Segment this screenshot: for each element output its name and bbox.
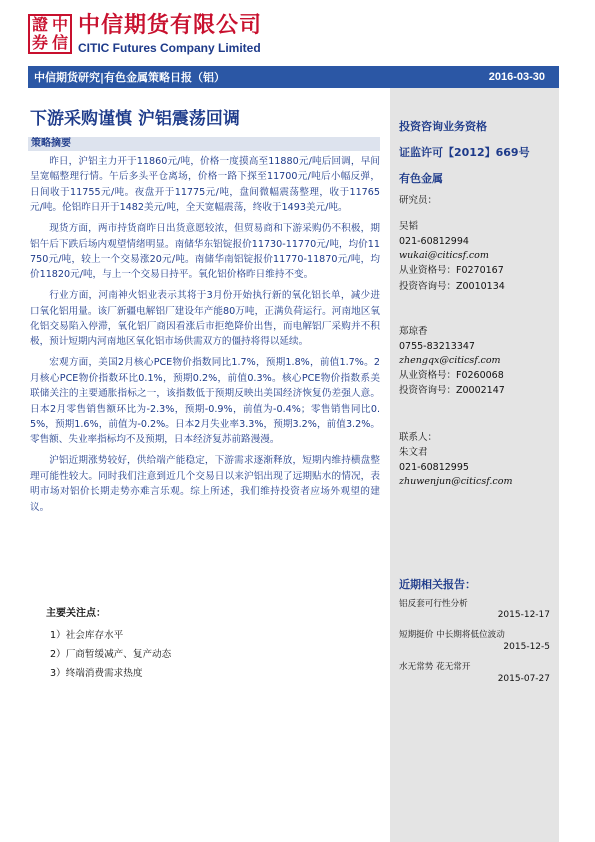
summary-label: 策略摘要 — [28, 137, 380, 151]
logo-char: 證 — [31, 15, 48, 34]
report-date: 2016-03-30 — [488, 71, 545, 83]
sector-label: 有色金属 — [399, 172, 443, 185]
analyst-phone: 021-60812994 — [399, 236, 469, 247]
report-link[interactable]: 短期挺价 中长期将低位波动 — [399, 630, 505, 640]
logo-char: 中 — [51, 15, 68, 34]
report-series: 中信期货研究|有色金属策略日报（铝） — [34, 71, 226, 84]
qualification-title: 投资咨询业务资格 — [399, 120, 487, 133]
logo-char: 券 — [31, 33, 48, 52]
analyst-name: 郑琼香 — [399, 326, 428, 337]
analyst-cert: 从业资格号：F0260068 — [399, 370, 504, 381]
paragraph-outlook: 沪铝近期涨势较好，供给端产能稳定，下游需求逐渐释放，短期内维持横盘整理可能性较大。同时我们注意到近几个交易日以来沪铝出现了远期贴水的情况，表明市场对铝价长期走势亦难言乐观。综上所述，我们维持投资者应场外观望的建议。 — [30, 455, 380, 513]
report-link[interactable]: 水无常势 花无常开 — [399, 662, 471, 672]
contact-name: 朱文君 — [399, 447, 428, 458]
analyst-cert: 从业资格号：F0270167 — [399, 265, 504, 276]
researcher-label: 研究员： — [399, 195, 438, 206]
company-name-cn: 中信期货有限公司 — [78, 13, 263, 38]
analyst-consult: 投资咨询号：Z0010134 — [399, 281, 505, 292]
analyst-phone: 0755-83213347 — [399, 341, 475, 352]
focus-item: 3）终端消费需求热度 — [50, 668, 143, 679]
paragraph-market: 昨日，沪铝主力开于11860元/吨，价格一度摸高至11880元/吨后回调，早间呈宽幅整理行情。午后多头平仓离场，价格一路下探至11700元/吨后小幅反弹，日间收于11755元/吨。夜盘开于11775元/吨，盘间微幅震荡整理，收于11765元/吨。伦铝昨日开于1482美元/吨，全天宽幅震荡，终收于1493美元/吨。 — [30, 156, 380, 214]
report-title: 下游采购谨慎 沪铝震荡回调 — [30, 109, 240, 129]
company-logo — [28, 14, 72, 54]
logo-char: 信 — [51, 33, 68, 52]
contact-phone: 021-60812995 — [399, 462, 469, 473]
company-name-en: CITIC Futures Company Limited — [78, 41, 261, 55]
paragraph-macro: 宏观方面，美国2月核心PCE物价指数同比1.7%，预期1.8%，前值1.7%。2月核心PCE物价指数环比0.1%，预期0.2%，前值0.3%。核心PCE物价指数系美联储关注的主要通胀指标之一，该指数低于预期反映出美国经济恢复仍差强人意。日本2月零售销售额环比为-2.3%，预期-0.9%，前值为-0.4%；零售销售同比0.5%，预期1.6%，前值为-0.2%。日本2月失业率3.3%，预期3.2%，前值3.2%。零售额、失业率指标均不及预期，日本经济复苏前路漫漫。 — [30, 357, 380, 446]
analyst-email[interactable]: zhengqx@citicsf.com — [399, 355, 501, 366]
analyst-name: 吴韬 — [399, 221, 419, 232]
license-number: 证监许可【2012】669号 — [399, 146, 530, 159]
report-date: 2015-07-27 — [497, 674, 550, 684]
focus-title: 主要关注点： — [46, 608, 106, 619]
focus-item: 1）社会库存水平 — [50, 630, 124, 641]
report-date: 2015-12-17 — [497, 610, 550, 620]
paragraph-industry: 行业方面，河南神火铝业表示其将于3月份开始执行新的氧化铝长单，减少进口氧化铝用量。该厂新疆电解铝厂建设年产能80万吨，正满负荷运行。河南地区氧化铝交易陷入停滞，氧化铝厂商因看涨后市拒绝降价出售，而电解铝厂采购并不积极，预计短期内河南地区氧化铝市场供需双方的僵持将得以延续。 — [30, 290, 380, 348]
report-link[interactable]: 铝反套可行性分析 — [399, 599, 468, 609]
contact-label: 联系人： — [399, 432, 438, 443]
focus-item: 2）厂商暂缓减产、复产动态 — [50, 649, 172, 660]
report-date: 2015-12-5 — [503, 642, 550, 652]
sidebar — [390, 88, 559, 842]
analyst-consult: 投资咨询号：Z0002147 — [399, 385, 505, 396]
report-header-bar — [28, 66, 559, 88]
report-body — [30, 154, 380, 520]
recent-reports-title: 近期相关报告： — [399, 578, 476, 591]
contact-email[interactable]: zhuwenjun@citicsf.com — [399, 476, 513, 487]
paragraph-spot: 现货方面，两市持货商昨日出货意愿较浓，但贸易商和下游采购仍不积极，期铝午后下跌后场内观望情绪明显。南储华东铝锭报价11730-11770元/吨，均价11750元/吨，较上一个交易涨20元/吨。南储华南铝锭报价11770-11870元/吨，均价11820元/吨，与上一个交易日持平。氧化铝价格昨日维持不变。 — [30, 223, 380, 281]
analyst-email[interactable]: wukai@citicsf.com — [399, 250, 489, 261]
